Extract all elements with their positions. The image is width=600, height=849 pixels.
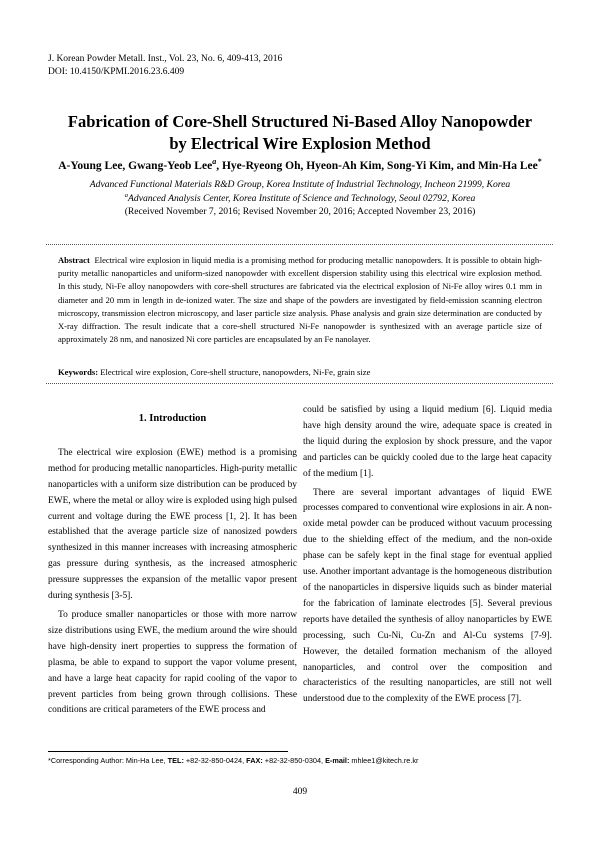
affiliation-mark-a: a [212, 157, 217, 167]
keywords-text: Electrical wire explosion, Core-shell structure, nanopowders, Ni-Fe, grain size [100, 367, 371, 377]
intro-paragraph-3: There are several important advantages of liquid EWE processes compared to conventional wire explosions in air. A non-oxide metal powder can be produced without vacuum processing due to the shielding effect of the medium, and the non-oxide phase can be safely kept in the final stage for eventual applied use. Another important advantage is the homogeneous distribution of the nanoparticles in dispersive liquids such as binder material for the fabrication of laminate electrodes [5]. Several previous reports have detailed the synthesis of alloy nanoparticles by EWE processing, such Cu-Ni, Cu-Zn and Al-Cu systems [7-9]. However, the detailed formation mechanism of the alloyed nanoparticles, and control over the composition and characteristics of the resulting nanoparticles, are still not well understood due to the complexity of the EWE process [7]. [303, 487, 552, 705]
authors-part-1: A-Young Lee, Gwang-Yeob Lee [58, 160, 213, 172]
email-value: mhlee1@kitech.re.kr [349, 756, 419, 765]
affiliation-2-text: Advanced Analysis Center, Korea Institute of Science and Technology, Seoul 02792, Korea [128, 192, 476, 204]
intro-paragraph-1: The electrical wire explosion (EWE) method is a promising method for producing metallic nanoparticles. High-purity metallic nanoparticles with a uniform size distribution can be produced by EWE, where the metal or alloy wire is exploded using high pulsed current and voltage during the EWE process [1, 2]. It has been established that the average particle size of nanosized powders synthesized in this manner increases with increasing atmospheric gas pressure during synthesis, as the increased atmospheric pressure suppresses the expansion of the metallic vapor present during synthesis [3-5]. [48, 447, 297, 602]
section-heading-introduction: 1. Introduction [138, 413, 207, 424]
tel-value: +82-32-850-0424, [183, 756, 247, 765]
fax-value: +82-32-850-0304, [262, 756, 326, 765]
journal-citation: J. Korean Powder Metall. Inst., Vol. 23, No. 6, 409-413, 2016 [48, 54, 283, 64]
left-column [48, 403, 297, 719]
doi: DOI: 10.4150/KPMI.2016.23.6.409 [48, 67, 185, 77]
page-number: 409 [292, 787, 308, 797]
author-list [30, 157, 570, 172]
received-dates: (Received November 7, 2016; Revised November 20, 2016; Accepted November 23, 2016) [124, 206, 476, 217]
abstract-text: Electrical wire explosion in liquid media is a promising method for producing metallic nanopowders. It is possible to obtain high-purity metallic nanoparticles and uniform-sized nanopowder with excellent dispersion stability using this electrical wire explosion method. In this study, Ni-Fe alloy nanopowders with core-shell structures are fabricated via the electrical explosion of Ni-Fe alloy wires 0.1 mm in diameter and 20 mm in length in de-ionized water. The size and shape of the powders are investigated by field-emission scanning electron microscopy, transmission electron microscopy, and laser particle size analysis. Phase analysis and grain size determination are conducted by X-ray diffraction. The result indicate that a core-shell structured Ni-Fe nanopowder is synthesized with an average particle size of approximately 28 nm, and nanosized Ni core particles are encapsulated by an Fe nanolayer. [58, 255, 543, 345]
paper-title [40, 111, 560, 155]
title-line-2: by Electrical Wire Explosion Method [169, 134, 431, 153]
title-line-1: Fabrication of Core-Shell Structured Ni-Based Alloy Nanopowder [67, 112, 533, 131]
footnote-divider [48, 751, 288, 752]
corresponding-author-footnote [48, 756, 558, 765]
affiliation-2-mark: a [124, 191, 129, 199]
keywords [58, 367, 542, 377]
abstract-top-divider [46, 244, 553, 245]
affiliation-1: Advanced Functional Materials R&D Group, Korea Institute of Industrial Technology, Incheon 21999, Korea [89, 179, 511, 190]
affiliations [30, 178, 570, 205]
abstract [58, 254, 542, 346]
footnote-prefix: *Corresponding Author: Min-Ha Lee, [48, 756, 168, 765]
journal-header [48, 53, 282, 79]
intro-paragraph-2-continued: could be satisfied by using a liquid medium [6]. Liquid media have high density around the wire, adequate space is created in the liquid during the explosion by shock pressure, and the vapor and particles can be quickly cooled due to the large heat capacity of the medium [1]. [303, 405, 552, 479]
authors-part-2: , Hye-Ryeong Oh, Hyeon-Ah Kim, Song-Yi Kim, and Min-Ha Lee [216, 160, 538, 172]
affiliation-2 [30, 192, 570, 206]
email-label: E-mail: [325, 756, 350, 765]
keywords-label: Keywords: [58, 367, 99, 377]
intro-paragraph-2: To produce smaller nanoparticles or those with more narrow size distributions using EWE, the medium around the wire should have high-density inert properties to suppress the formation of plasma, be able to expand to support the vapor volume present, and have a large heat capacity for rapid cooling of the vapor to prevent particles from being grown through collisions. These conditions are critical parameters of the EWE process and [48, 609, 297, 716]
right-column [303, 403, 552, 708]
corresponding-mark: * [537, 157, 542, 167]
abstract-bottom-divider [46, 383, 553, 384]
tel-label: TEL: [167, 756, 184, 765]
fax-label: FAX: [246, 756, 263, 765]
abstract-label: Abstract [58, 255, 90, 265]
